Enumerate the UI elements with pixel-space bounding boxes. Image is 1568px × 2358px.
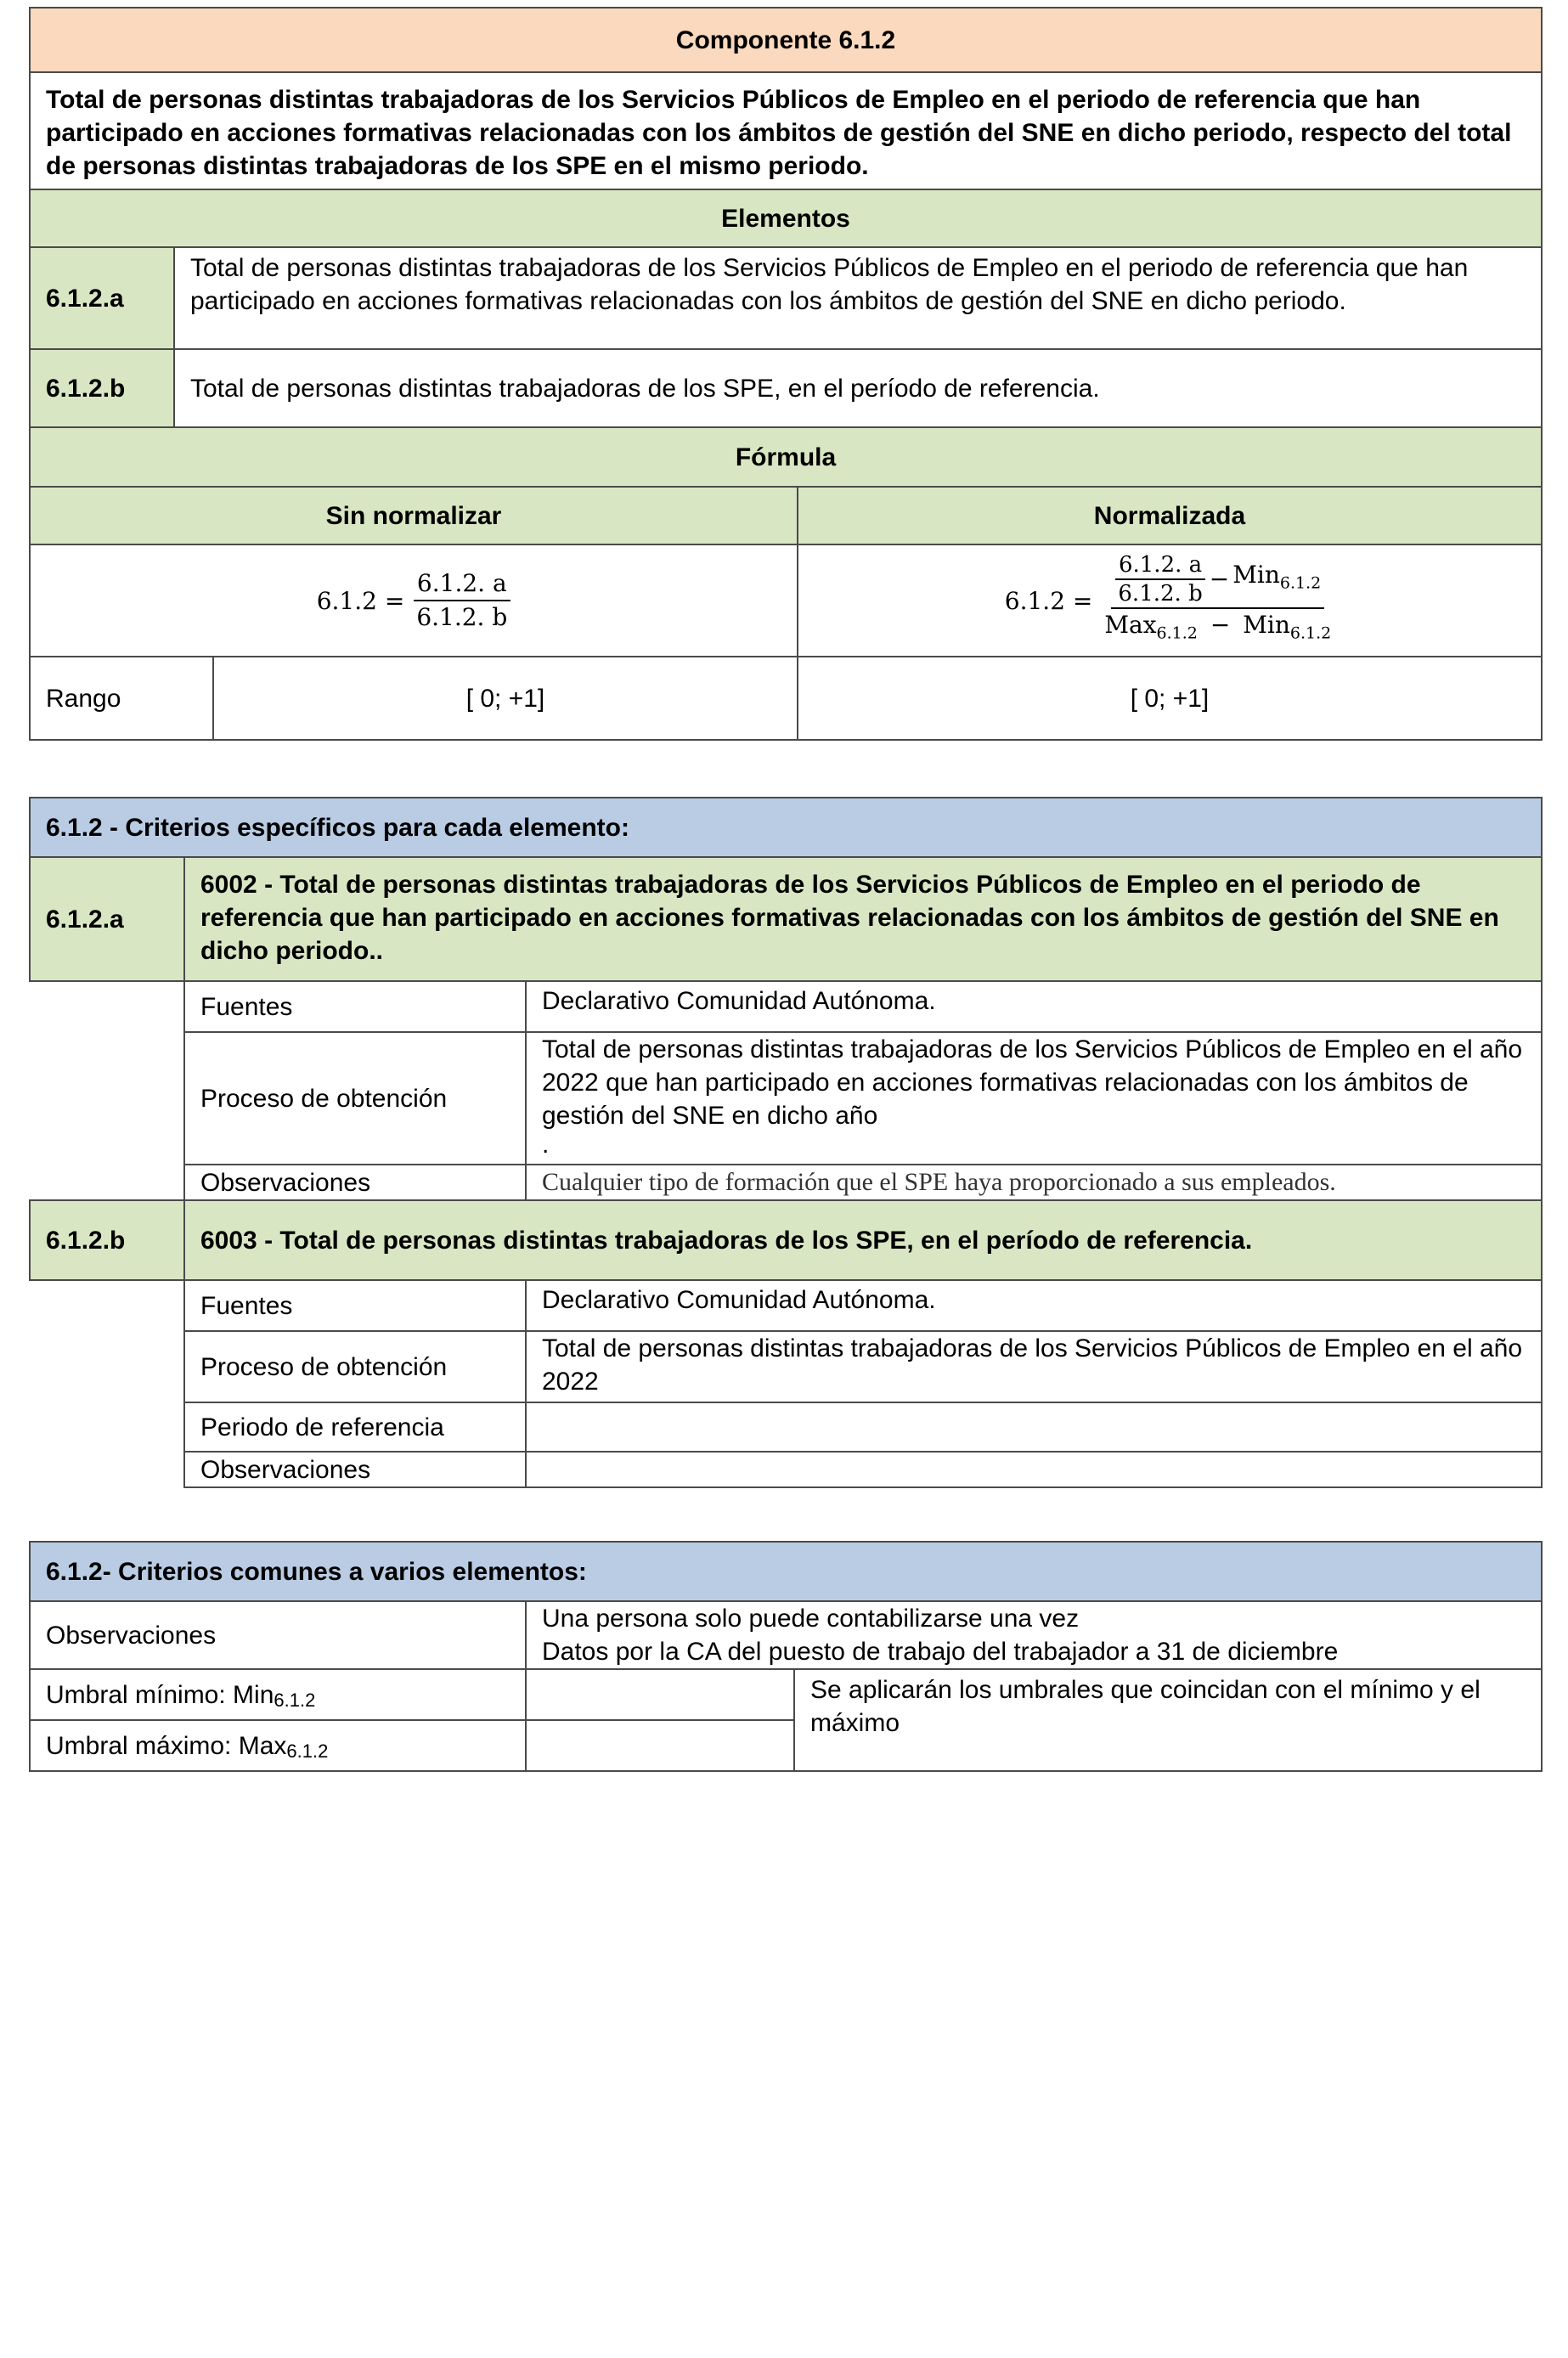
specific-title-b: 6003 - Total de personas distintas trabajadoras de los SPE, en el período de referencia. <box>183 1199 1543 1281</box>
periodo-value-b <box>525 1402 1543 1453</box>
observaciones-value-a: Cualquier tipo de formación que el SPE haya proporcionado a sus empleados. <box>525 1164 1543 1201</box>
umbral-maximo-value <box>525 1719 795 1772</box>
formula-norm-fraction <box>1101 553 1334 648</box>
rango-label: Rango <box>29 656 214 741</box>
periodo-label-b: Periodo de referencia <box>183 1402 527 1453</box>
component-description: Total de personas distintas trabajadoras de los Servicios Públicos de Empleo en el periodo de referencia que han participado en acciones formativas relacionadas con los ámbitos de gestión del SNE en dicho periodo, respecto del total de personas distintas trabajadoras de los SPE en el mismo periodo. <box>29 71 1543 190</box>
observaciones-value-b <box>525 1451 1543 1488</box>
thresholds-note: Se aplicarán los umbrales que coincidan con el mínimo y el máximo <box>793 1668 1543 1772</box>
formula-norm-minus: − <box>1209 565 1230 594</box>
rango-normalizada: [ 0; +1] <box>797 656 1543 741</box>
formula-norm-numerator <box>1111 553 1324 609</box>
formula-norm-lhs: 6.1.2 = <box>1004 586 1093 615</box>
formula-norm-min: Min$_{6.1.2}$ <box>1232 561 1322 593</box>
common-obs-line-1: Una persona solo puede contabilizarse una vez <box>542 1605 1080 1633</box>
element-code-a: 6.1.2.a <box>29 246 175 350</box>
fuentes-label-a: Fuentes <box>183 980 527 1033</box>
umbral-maximo-label: Umbral máximo: Max 6.1.2 <box>29 1719 527 1772</box>
fuentes-value-a: Declarativo Comunidad Autónoma. <box>525 980 1543 1033</box>
common-obs-line-2: Datos por la CA del puesto de trabajo del trabajador a 31 de diciembre <box>542 1638 1339 1666</box>
observaciones-label-a: Observaciones <box>183 1164 527 1201</box>
proceso-text-a: Total de personas distintas trabajadoras de los Servicios Públicos de Empleo en el año 2022 que han participado en acciones formativas relacionadas con los ámbitos de gestión del SNE en dicho año <box>542 1035 1523 1130</box>
specific-code-b: 6.1.2.b <box>29 1199 185 1281</box>
element-code-b: 6.1.2.b <box>29 348 175 428</box>
proceso-value-b: Total de personas distintas trabajadoras de los Servicios Públicos de Empleo en el año 2022 <box>525 1330 1543 1403</box>
component-title: Componente 6.1.2 <box>29 7 1543 73</box>
proceso-value-a <box>525 1031 1543 1165</box>
formula-norm-denominator: Max$_{6.1.2}$ − Min$_{6.1.2}$ <box>1104 611 1332 643</box>
specific-title-a: 6002 - Total de personas distintas trabajadoras de los Servicios Públicos de Empleo en el periodo de referencia que han participado en acciones formativas relacionadas con los ámbitos de gestión del SNE en dicho periodo.. <box>183 856 1543 982</box>
rango-sin-normalizar: [ 0; +1] <box>212 656 798 741</box>
formula-header: Fórmula <box>29 426 1543 488</box>
formula-norm-inner-fraction <box>1114 553 1205 606</box>
elements-header: Elementos <box>29 189 1543 248</box>
formula-lhs: 6.1.2 = <box>316 586 405 615</box>
umbral-minimo-value <box>525 1668 795 1721</box>
observaciones-label-b: Observaciones <box>183 1451 527 1488</box>
formula-norm-inner-den: 6.1.2. b <box>1118 581 1203 607</box>
proceso-label-b: Proceso de obtención <box>183 1330 527 1403</box>
normalizada-header: Normalizada <box>797 486 1543 545</box>
formula-numerator: 6.1.2. a <box>414 569 510 601</box>
common-criteria-header: 6.1.2- Criterios comunes a varios elementos: <box>29 1541 1543 1602</box>
formula-norm-inner-num: 6.1.2. a <box>1115 553 1205 580</box>
specific-code-a: 6.1.2.a <box>29 856 185 982</box>
element-text-a: Total de personas distintas trabajadoras de los Servicios Públicos de Empleo en el periodo de referencia que han participado en acciones formativas relacionadas con los ámbitos de gestión del SNE en dicho periodo. <box>173 246 1543 350</box>
fuentes-value-b: Declarativo Comunidad Autónoma. <box>525 1279 1543 1332</box>
formula-normalizada <box>797 544 1543 657</box>
element-text-b: Total de personas distintas trabajadoras de los SPE, en el período de referencia. <box>173 348 1543 428</box>
proceso-dot-a: . <box>542 1131 550 1159</box>
common-observaciones-value <box>525 1600 1543 1670</box>
sin-normalizar-header: Sin normalizar <box>29 486 798 545</box>
formula-denominator: 6.1.2. b <box>416 603 508 631</box>
common-observaciones-label: Observaciones <box>29 1600 527 1670</box>
specific-criteria-header: 6.1.2 - Criterios específicos para cada elemento: <box>29 797 1543 858</box>
umbral-minimo-label: Umbral mínimo: Min 6.1.2 <box>29 1668 527 1721</box>
fuentes-label-b: Fuentes <box>183 1279 527 1332</box>
formula-sin-normalizar <box>29 544 798 657</box>
proceso-label-a: Proceso de obtención <box>183 1031 527 1165</box>
formula-fraction <box>413 569 510 632</box>
